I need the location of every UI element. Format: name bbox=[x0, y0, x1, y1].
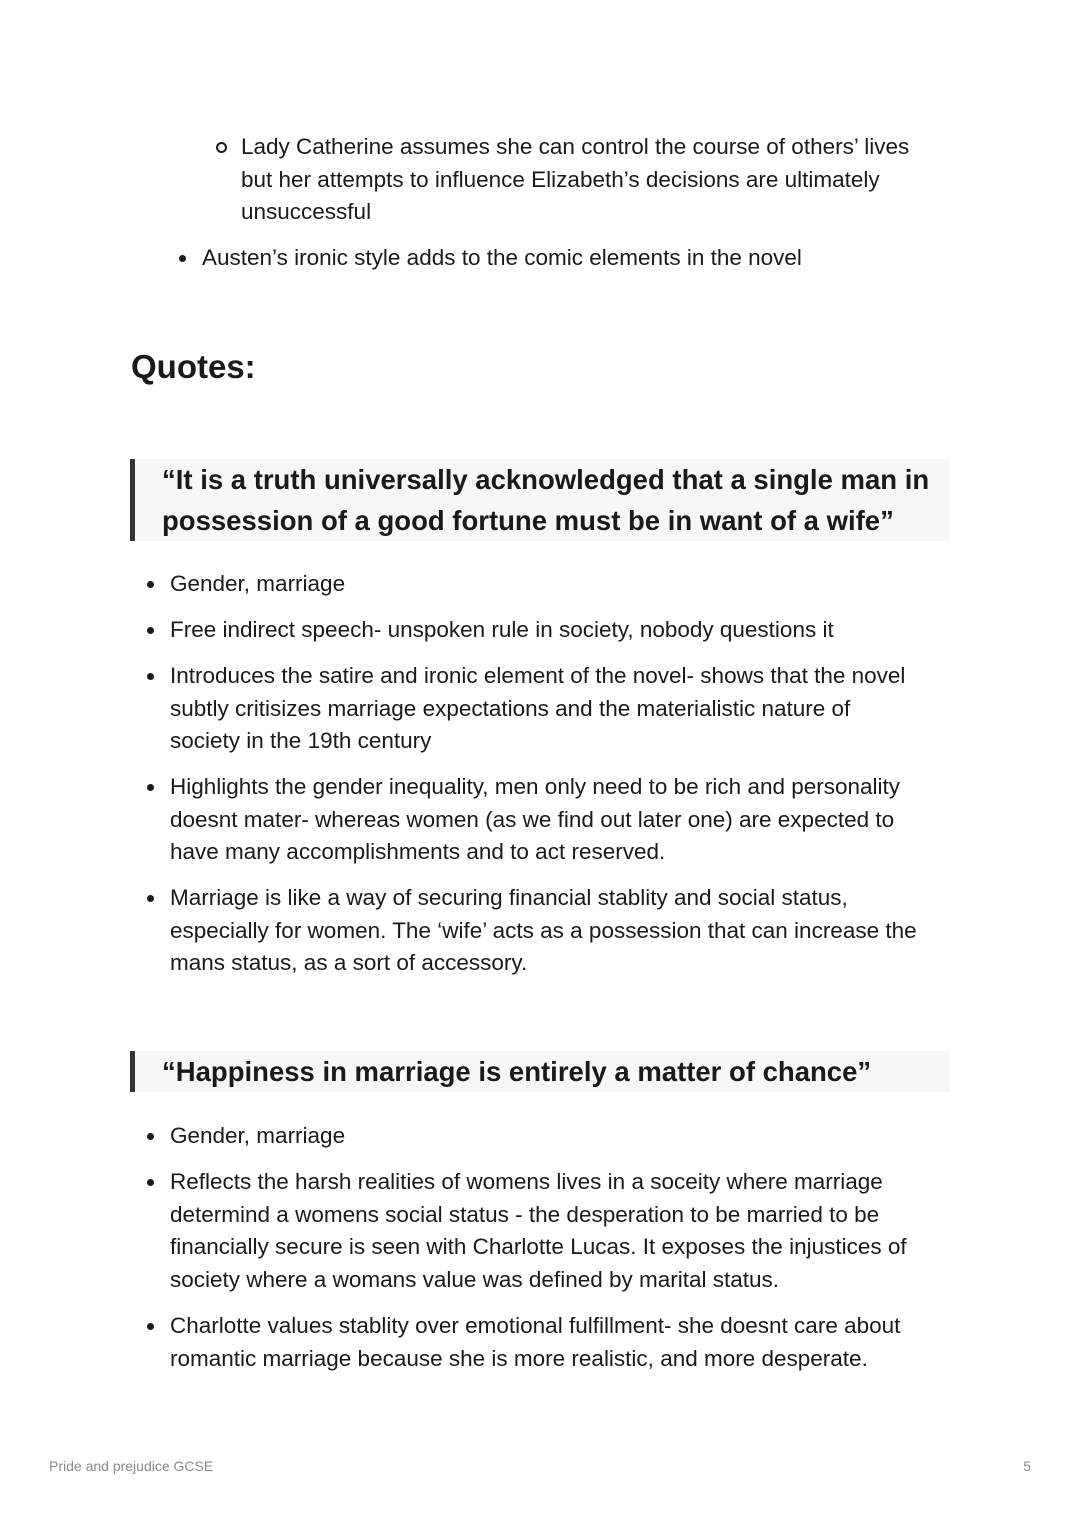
list-item bbox=[170, 568, 345, 601]
quote-block: “Happiness in marriage is entirely a matter of chance” bbox=[130, 1051, 950, 1092]
footer-title: Pride and prejudice GCSE bbox=[49, 1458, 214, 1474]
list-item-line: Highlights the gender inequality, men only need to be rich and personality bbox=[170, 774, 901, 799]
list-item bbox=[170, 1166, 907, 1297]
bullet-icon bbox=[147, 895, 154, 902]
list-item-line: Marriage is like a way of securing financial stablity and social status, bbox=[170, 885, 848, 910]
list-item bbox=[170, 614, 834, 647]
list-item-line: determind a womens social status - the desperation to be married to be bbox=[170, 1201, 880, 1227]
quote-block: “It is a truth universally acknowledged that a single man in possession of a good fortune must be in want of a wife” bbox=[130, 459, 950, 541]
list-item: Austen’s ironic style adds to the comic elements in the novel bbox=[202, 242, 802, 275]
hollow-bullet-icon bbox=[216, 142, 227, 153]
list-item-line: romantic marriage because she is more realistic, and more desperate. bbox=[170, 1345, 868, 1371]
bullet-icon bbox=[147, 1323, 154, 1330]
list-item-line: Gender, marriage bbox=[170, 1123, 346, 1148]
list-item bbox=[170, 882, 917, 980]
sub-list-item: Lady Catherine assumes she can control the course of others’ lives but her attempts to influence Elizabeth’s decisions are ultimately unsuccessful bbox=[241, 131, 909, 229]
list-item-line: especially for women. The ‘wife’ acts as a possession that can increase the bbox=[170, 917, 917, 943]
bullet-icon bbox=[147, 673, 154, 680]
bullet-icon bbox=[179, 255, 186, 262]
bullet-icon bbox=[147, 581, 154, 588]
list-item bbox=[170, 660, 905, 758]
list-item-line: subtly critisizes marriage expectations and the materialistic nature of bbox=[170, 695, 851, 721]
section-heading: Quotes: bbox=[131, 348, 256, 385]
list-item-line: Introduces the satire and ironic element of the novel- shows that the novel bbox=[170, 663, 906, 688]
list-item-line: financially secure is seen with Charlotte Lucas. It exposes the injustices of bbox=[170, 1234, 907, 1260]
bullet-icon bbox=[147, 1133, 154, 1140]
bullet-icon bbox=[147, 1179, 154, 1186]
list-item bbox=[170, 771, 900, 869]
list-item-line: Charlotte values stablity over emotional fulfillment- she doesnt care about bbox=[170, 1313, 901, 1338]
bullet-icon bbox=[147, 627, 154, 634]
list-item-line: mans status, as a sort of accessory. bbox=[170, 950, 528, 976]
list-item-line: society where a womans value was defined by marital status. bbox=[170, 1267, 780, 1293]
list-item-line: Reflects the harsh realities of womens lives in a soceity where marriage bbox=[170, 1169, 883, 1194]
bullet-icon bbox=[147, 784, 154, 791]
list-item-line: Free indirect speech- unspoken rule in society, nobody questions it bbox=[170, 617, 834, 642]
list-item-line: society in the 19th century bbox=[170, 728, 432, 754]
list-item-line: have many accomplishments and to act reserved. bbox=[170, 839, 666, 865]
list-item-line: Gender, marriage bbox=[170, 571, 346, 596]
list-item bbox=[170, 1120, 345, 1153]
page-number: 5 bbox=[1023, 1458, 1031, 1474]
list-item-line: doesnt mater- whereas women (as we find out later one) are expected to bbox=[170, 806, 895, 832]
list-item bbox=[170, 1310, 900, 1375]
